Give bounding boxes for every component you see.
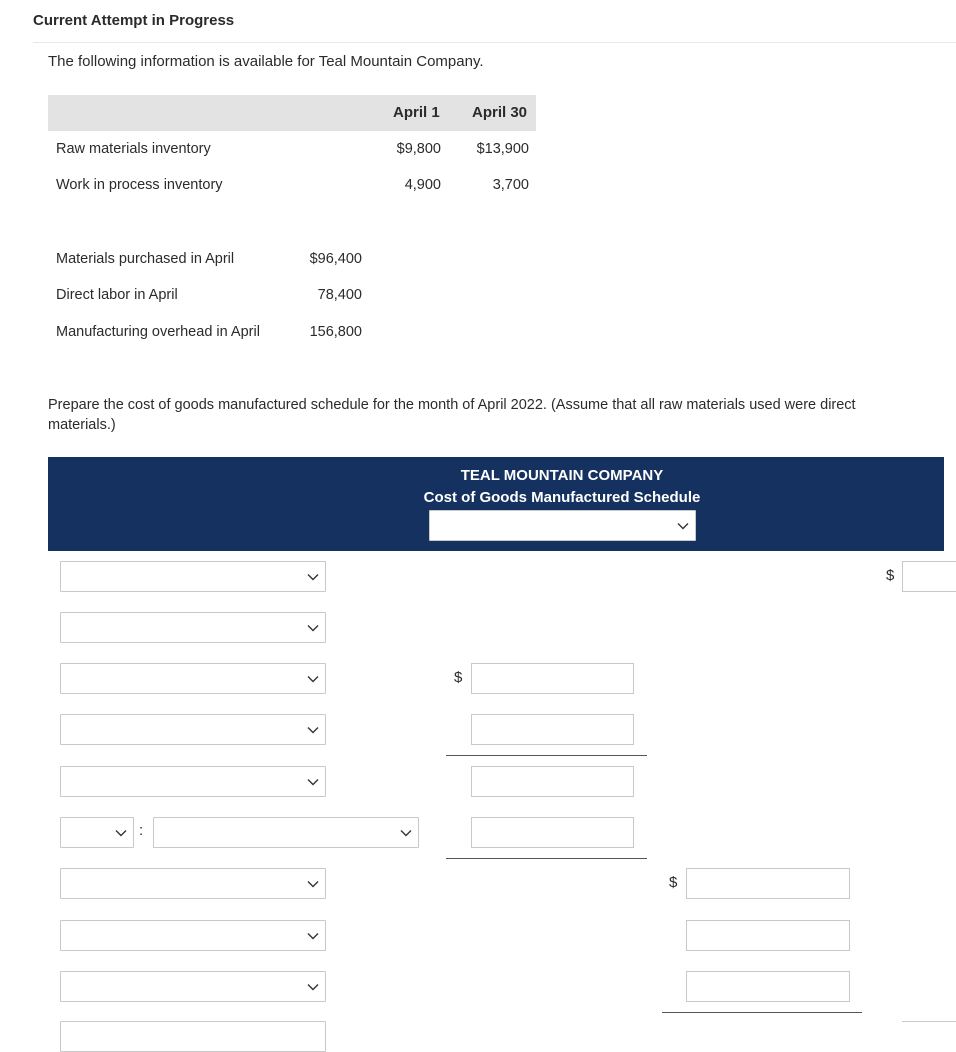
- col-april-30: April 30: [472, 104, 528, 121]
- row-3-account-select[interactable]: [60, 663, 326, 694]
- period-select[interactable]: [429, 510, 696, 541]
- row-6-amount-input[interactable]: [471, 817, 634, 848]
- dollar-sign: $: [454, 669, 463, 686]
- row-9-amount-input[interactable]: [686, 971, 850, 1002]
- row-5-account-select[interactable]: [60, 766, 326, 797]
- row-label-wip: Work in process inventory: [56, 177, 223, 193]
- header-divider: [33, 42, 956, 43]
- subtotal-rule: [446, 755, 647, 756]
- overhead-value: 156,800: [309, 324, 362, 340]
- chevron-down-icon: [306, 570, 320, 584]
- row-7-account-select[interactable]: [60, 868, 326, 899]
- intro-text: The following information is available for Teal Mountain Company.: [48, 53, 484, 70]
- total-rule: [662, 1012, 862, 1013]
- direct-labor-value: 78,400: [317, 287, 362, 303]
- chevron-down-icon: [306, 621, 320, 635]
- raw-materials-april1: $9,800: [396, 141, 441, 157]
- chevron-down-icon: [306, 980, 320, 994]
- raw-materials-april30: $13,900: [476, 141, 529, 157]
- row-1-account-select[interactable]: [60, 561, 326, 592]
- col-april-1: April 1: [393, 104, 440, 121]
- row-6-account-select[interactable]: [153, 817, 419, 848]
- chevron-down-icon: [676, 519, 690, 533]
- inventory-table-header: [48, 95, 536, 131]
- overhead-label: Manufacturing overhead in April: [56, 324, 260, 340]
- chevron-down-icon: [306, 723, 320, 737]
- dollar-sign: $: [669, 874, 678, 891]
- instructions-text: Prepare the cost of goods manufactured schedule for the month of April 2022. (Assume that all raw materials used were direct materials.): [48, 397, 856, 433]
- direct-labor-label: Direct labor in April: [56, 287, 178, 303]
- colon-separator: :: [139, 822, 144, 839]
- wip-april30: 3,700: [492, 177, 529, 193]
- subtotal-rule: [446, 858, 647, 859]
- row-8-amount-input[interactable]: [686, 920, 850, 951]
- row-4-account-select[interactable]: [60, 714, 326, 745]
- row-10-account-select[interactable]: [60, 1021, 326, 1052]
- schedule-title: Cost of Goods Manufactured Schedule: [423, 489, 701, 506]
- page-title: Current Attempt in Progress: [33, 12, 235, 29]
- row-6-prefix-select[interactable]: [60, 817, 134, 848]
- chevron-down-icon: [306, 929, 320, 943]
- row-10-amount-input-edge: [902, 1021, 956, 1022]
- row-label-raw-materials: Raw materials inventory: [56, 141, 211, 157]
- materials-purchased-label: Materials purchased in April: [56, 251, 235, 267]
- chevron-down-icon: [306, 672, 320, 686]
- company-name: TEAL MOUNTAIN COMPANY: [460, 467, 664, 484]
- row-4-amount-input[interactable]: [471, 714, 634, 745]
- chevron-down-icon: [114, 826, 128, 840]
- chevron-down-icon: [306, 877, 320, 891]
- chevron-down-icon: [306, 775, 320, 789]
- materials-purchased-value: $96,400: [309, 251, 362, 267]
- row-2-account-select[interactable]: [60, 612, 326, 643]
- row-1-amount-input[interactable]: [902, 561, 956, 592]
- row-5-amount-input[interactable]: [471, 766, 634, 797]
- wip-april1: 4,900: [404, 177, 441, 193]
- dollar-sign: $: [886, 567, 895, 584]
- row-8-account-select[interactable]: [60, 920, 326, 951]
- row-3-amount-input[interactable]: [471, 663, 634, 694]
- row-9-account-select[interactable]: [60, 971, 326, 1002]
- chevron-down-icon: [399, 826, 413, 840]
- row-7-amount-input[interactable]: [686, 868, 850, 899]
